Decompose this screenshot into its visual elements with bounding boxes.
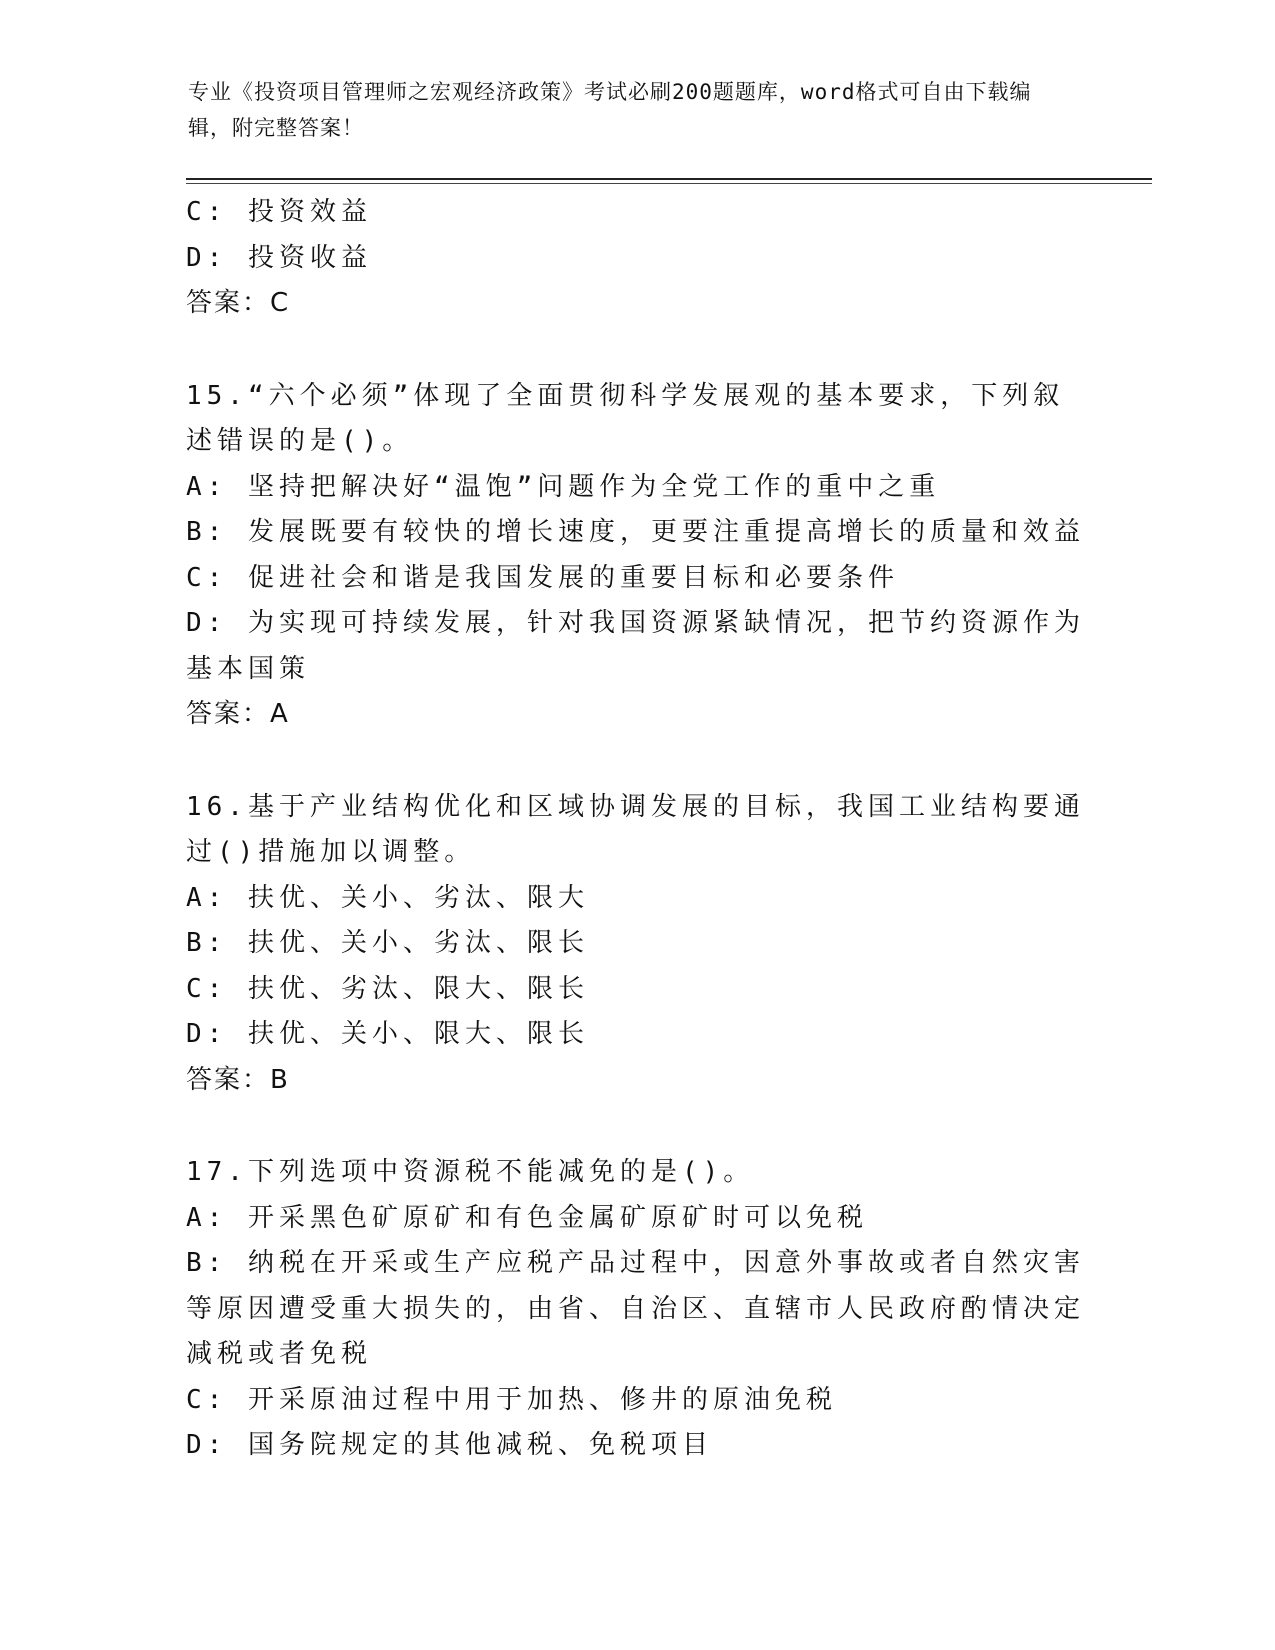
option-text: 扶优、劣汰、限大、限长	[247, 973, 589, 1004]
option-text: 投资效益	[247, 197, 372, 227]
option-line	[186, 921, 1086, 967]
option-letter: C:	[186, 1384, 228, 1415]
header-rule-thin	[186, 183, 1152, 184]
option-letter: B:	[186, 1248, 228, 1278]
answer-line: 答案：B	[186, 1064, 290, 1095]
option-line	[186, 967, 1086, 1013]
option-line	[186, 1423, 1086, 1469]
option-text: 坚持把解决好“温饱”问题作为全党工作的重中之重	[247, 471, 941, 502]
document-body	[186, 190, 1086, 1469]
option-line	[186, 190, 1086, 236]
option-text: 投资收益	[247, 242, 372, 273]
option-letter: B:	[186, 517, 228, 547]
option-letter: C:	[186, 562, 228, 593]
option-text: 国务院规定的其他减税、免税项目	[247, 1430, 713, 1460]
option-line	[186, 236, 1086, 282]
option-text: 扶优、关小、劣汰、限长	[247, 928, 589, 958]
option-letter: A:	[186, 1202, 228, 1233]
option-letter: A:	[186, 471, 228, 502]
option-letter: D:	[186, 1019, 228, 1049]
option-letter: C:	[186, 197, 228, 227]
header-rule-thick	[186, 178, 1152, 180]
option-text: 为实现可持续发展，针对我国资源紧缺情况，把节约资源作为基本国策	[186, 608, 1085, 684]
option-line	[186, 1012, 1086, 1058]
option-letter: D:	[186, 1430, 228, 1460]
option-text: 纳税在开采或生产应税产品过程中，因意外事故或者自然灾害等原因遭受重大损失的，由省、自治区、直辖市人民政府酌情决定减税或者免税	[186, 1248, 1086, 1369]
option-text: 开采原油过程中用于加热、修井的原油免税	[247, 1384, 837, 1415]
option-text: 扶优、关小、劣汰、限大	[247, 882, 589, 913]
document-header: 专业《投资项目管理师之宏观经济政策》考试必刷200题题库，word格式可自由下载编辑，附完整答案！	[188, 80, 1032, 140]
answer-line: 答案：C	[186, 288, 291, 318]
option-line	[186, 876, 1086, 922]
option-line	[186, 601, 1086, 692]
option-line	[186, 1196, 1086, 1242]
option-line	[186, 465, 1086, 511]
option-text: 发展既要有较快的增长速度，更要注重提高增长的质量和效益	[247, 517, 1085, 547]
option-letter: B:	[186, 928, 228, 958]
question-stem: 17.下列选项中资源税不能减免的是()。	[186, 1157, 755, 1187]
option-line	[186, 1241, 1086, 1378]
option-line	[186, 1378, 1086, 1424]
option-line	[186, 556, 1086, 602]
question-stem: 16.基于产业结构优化和区域协调发展的目标，我国工业结构要通过()措施加以调整。	[186, 791, 1085, 867]
answer-line: 答案：A	[186, 699, 290, 729]
option-text: 开采黑色矿原矿和有色金属矿原矿时可以免税	[247, 1202, 868, 1233]
option-letter: A:	[186, 882, 228, 913]
option-letter: D:	[186, 242, 228, 273]
option-letter: D:	[186, 608, 228, 638]
question-stem: 15.“六个必须”体现了全面贯彻科学发展观的基本要求，下列叙述错误的是()。	[186, 380, 1065, 456]
option-line	[186, 510, 1086, 556]
option-letter: C:	[186, 973, 228, 1004]
option-text: 扶优、关小、限大、限长	[247, 1019, 589, 1049]
option-text: 促进社会和谐是我国发展的重要目标和必要条件	[247, 562, 899, 593]
